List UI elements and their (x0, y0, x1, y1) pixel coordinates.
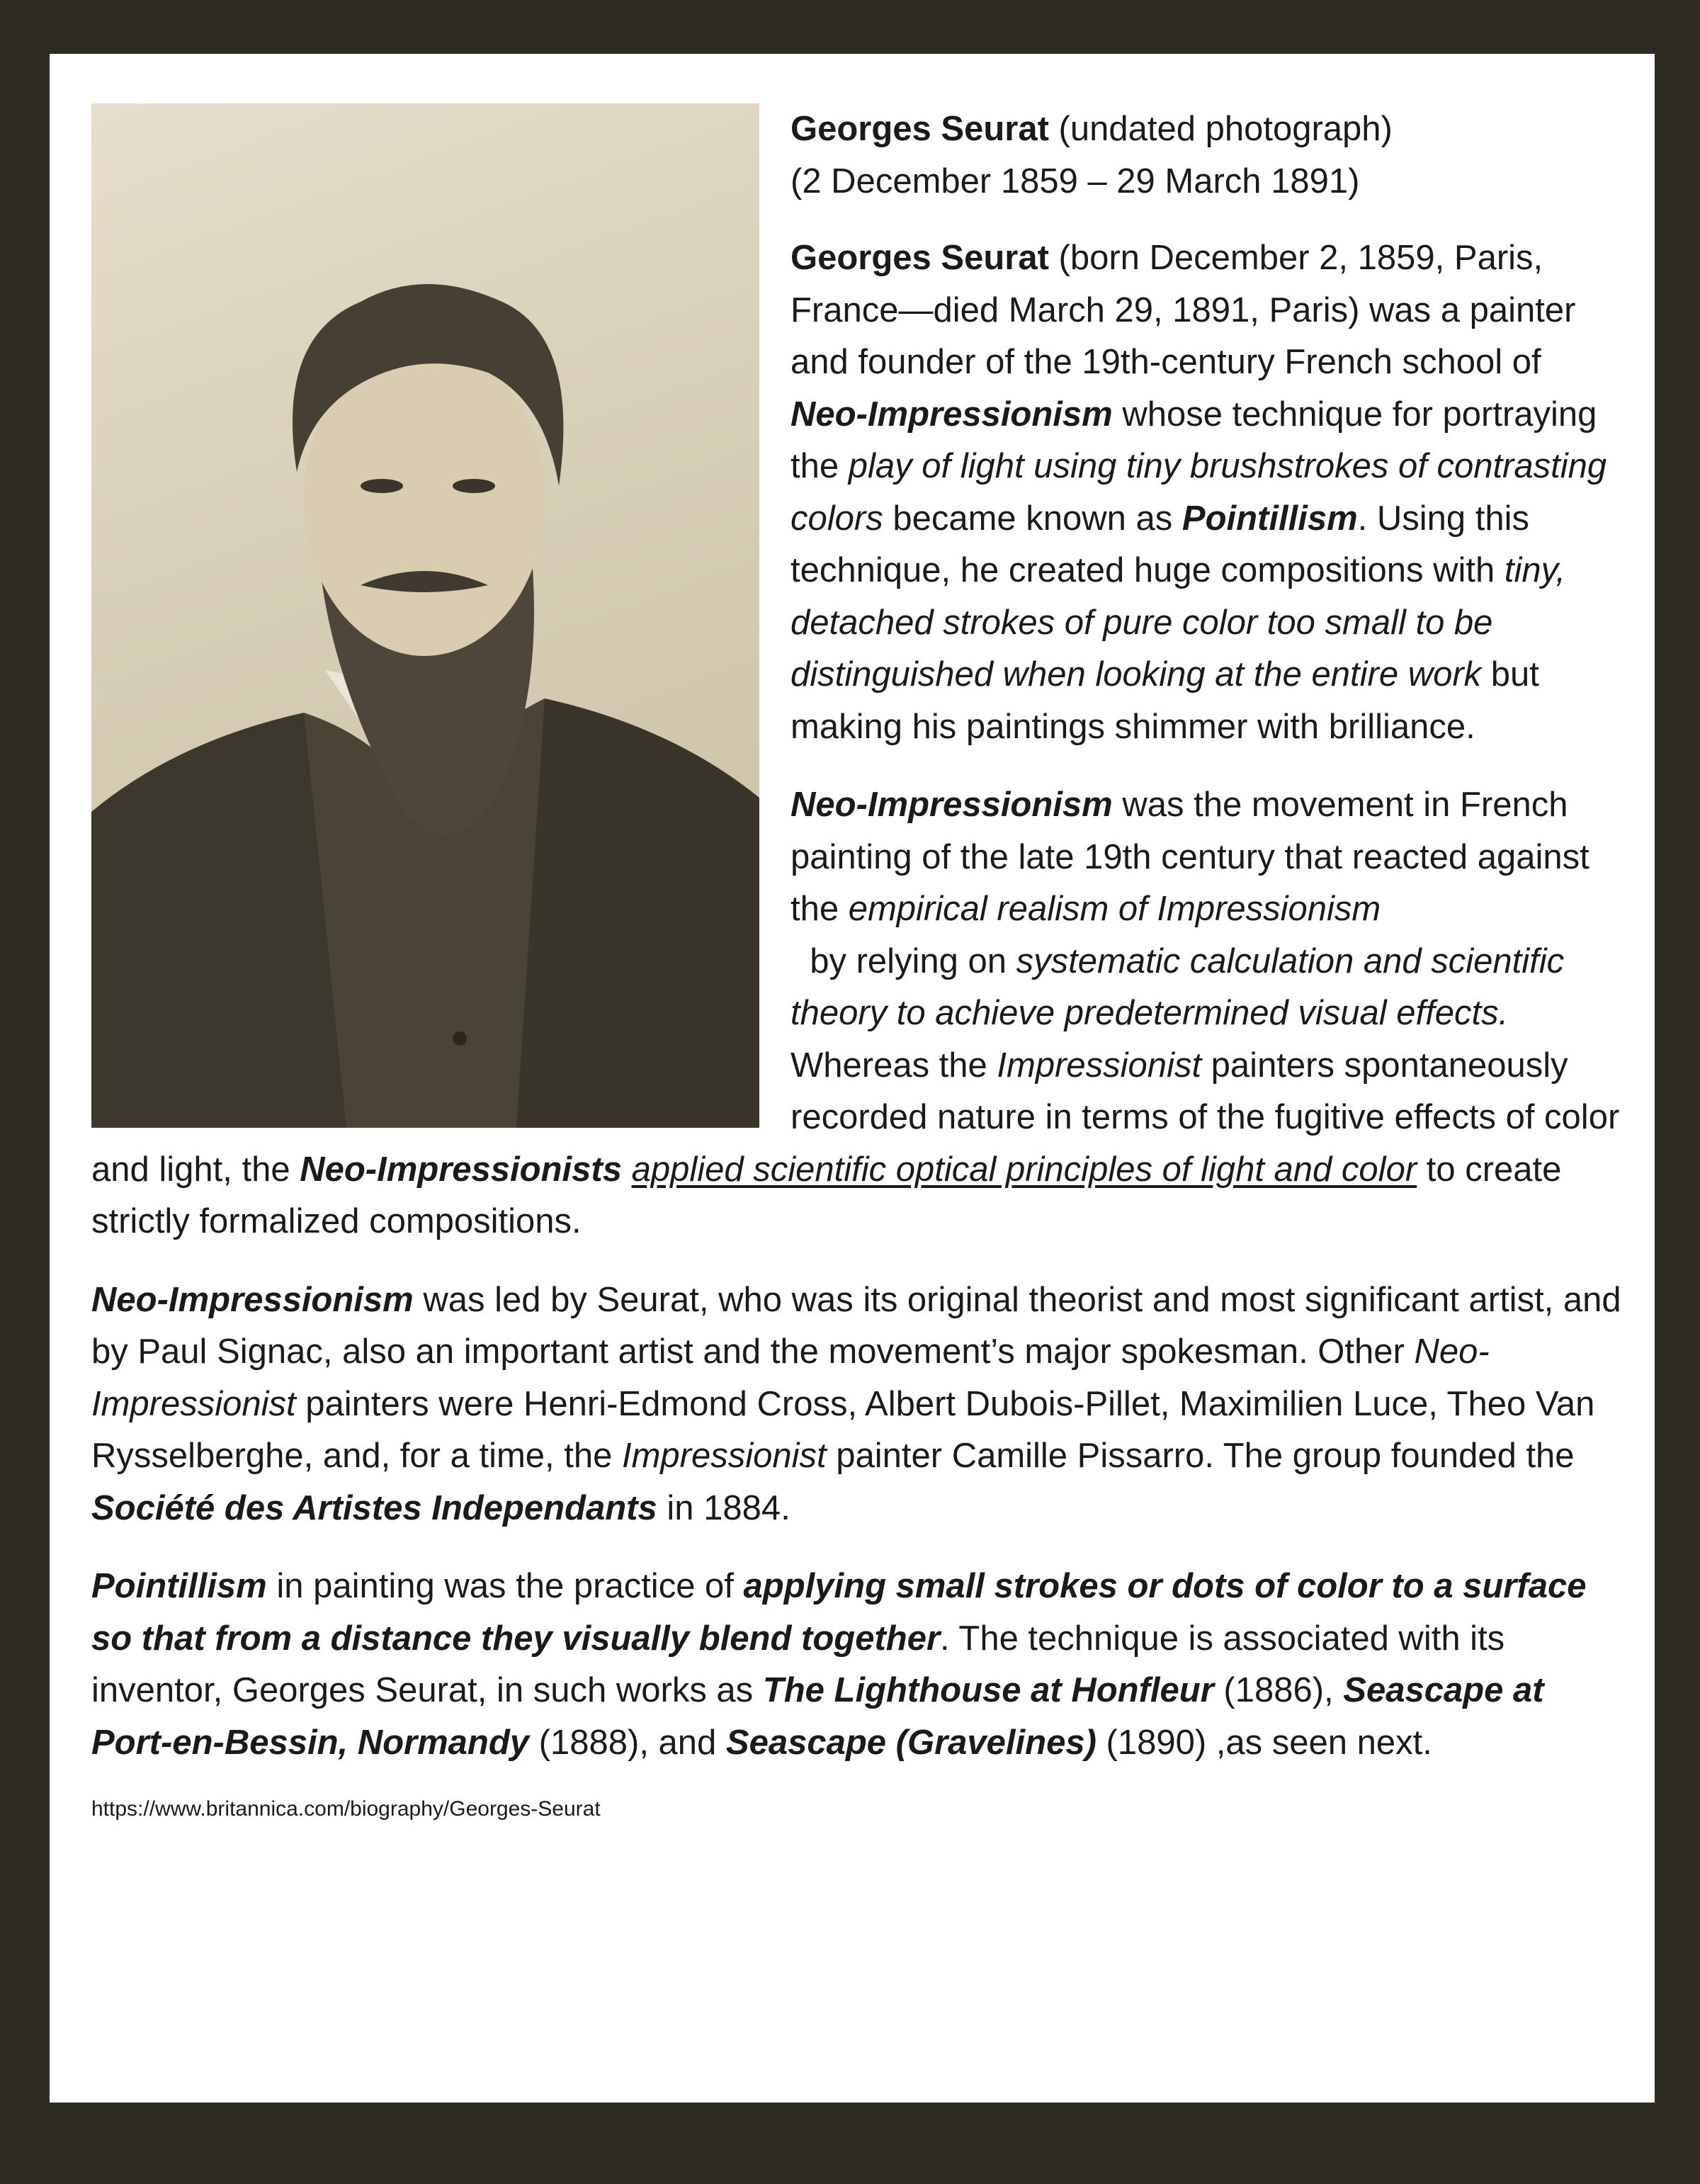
italic-text: play of light using tiny brushstrokes of contrasting colors (790, 447, 1607, 538)
caption-dates: (2 December 1859 – 29 March 1891) (790, 162, 1360, 200)
body-text: (1890) ,as seen next. (1096, 1723, 1432, 1762)
portrait-illustration (91, 103, 759, 1128)
body-text: (1886), (1213, 1671, 1344, 1709)
body-text: became known as (883, 499, 1182, 538)
body-text: (1888), and (529, 1723, 726, 1762)
italic-text: Impressionist (997, 1046, 1202, 1085)
document-page (50, 54, 1655, 2103)
bold-text: Georges Seurat (790, 239, 1049, 277)
paragraph-members (91, 1274, 1621, 1535)
italic-text: Neo-Impressionist (91, 1333, 1490, 1423)
italic-text: Impressionist (622, 1437, 827, 1475)
body-text: in painting was the practice of (266, 1567, 744, 1605)
body-text: Whereas the (790, 1046, 997, 1085)
artwork-title: Seascape at Port-en-Bessin, Normandy (91, 1671, 1544, 1762)
bold-italic-text: Neo-Impressionism (790, 786, 1113, 824)
italic-text: tiny, detached strokes of pure color too small to be distinguished when looking at the entire work (790, 551, 1566, 694)
bold-italic-text: Neo-Impressionism (91, 1280, 414, 1319)
body-text: was the movement in French painting of the late 19th century that reacted against the (790, 786, 1590, 928)
body-text: whose technique for portraying the (790, 395, 1597, 485)
bold-italic-text: Neo-Impressionism (790, 395, 1113, 434)
paragraph-pointillism (91, 1561, 1621, 1769)
body-text: painters spontaneously recorded nature in terms of the fugitive effects of color and light, the (91, 1046, 1620, 1189)
artwork-title: Seascape (Gravelines) (725, 1723, 1096, 1762)
body-text: (born December 2, 1859, Paris, France—died March 29, 1891, Paris) was a painter and founder of the 19th-century French school of (790, 239, 1576, 381)
body-text (622, 1150, 632, 1189)
bold-italic-text: Pointillism (1182, 499, 1358, 538)
body-text: to create strictly formalized compositions. (91, 1150, 1562, 1240)
body-text: in 1884. (657, 1488, 790, 1527)
body-text: . The technique is associated with its inventor, Georges Seurat, in such works as (91, 1619, 1505, 1709)
italic-text: systematic calculation and scientific theory to achieve predetermined visual effects. (790, 941, 1565, 1032)
italic-text: empirical realism of Impressionism (848, 890, 1381, 928)
source-url: https://www.britannica.com/biography/Georges-Seurat (91, 1797, 601, 1821)
body-text: painter Camille Pissarro. The group founded the (826, 1437, 1575, 1475)
bold-italic-text: Société des Artistes Independants (91, 1488, 657, 1527)
bold-italic-text: Pointillism (91, 1567, 267, 1605)
bold-italic-text: applying small strokes or dots of color to a surface so that from a distance they visually blend together (91, 1567, 1587, 1658)
caption-name: Georges Seurat (790, 110, 1049, 148)
underlined-italic-text: applied scientific optical principles of light and color (631, 1150, 1417, 1189)
body-text: painters were Henri-Edmond Cross, Albert Dubois-Pillet, Maximilien Luce, Theo Van Rysselberghe, and, for a time, the (91, 1384, 1595, 1475)
body-text: by relying on (790, 941, 1016, 980)
bold-italic-text: Neo-Impressionists (300, 1150, 622, 1189)
body-text: was led by Seurat, who was its original theorist and most significant artist, and by Paul Signac, also an important artist and the movement’s major spokesman. Other (91, 1280, 1621, 1371)
artwork-title: The Lighthouse at Honfleur (762, 1671, 1214, 1709)
article-body (91, 103, 1621, 1823)
body-text: . Using this technique, he created huge compositions with (790, 499, 1530, 589)
body-text: but making his paintings shimmer with brilliance. (790, 655, 1539, 746)
caption-note: (undated photograph) (1048, 110, 1393, 148)
portrait-photo (91, 103, 759, 1128)
